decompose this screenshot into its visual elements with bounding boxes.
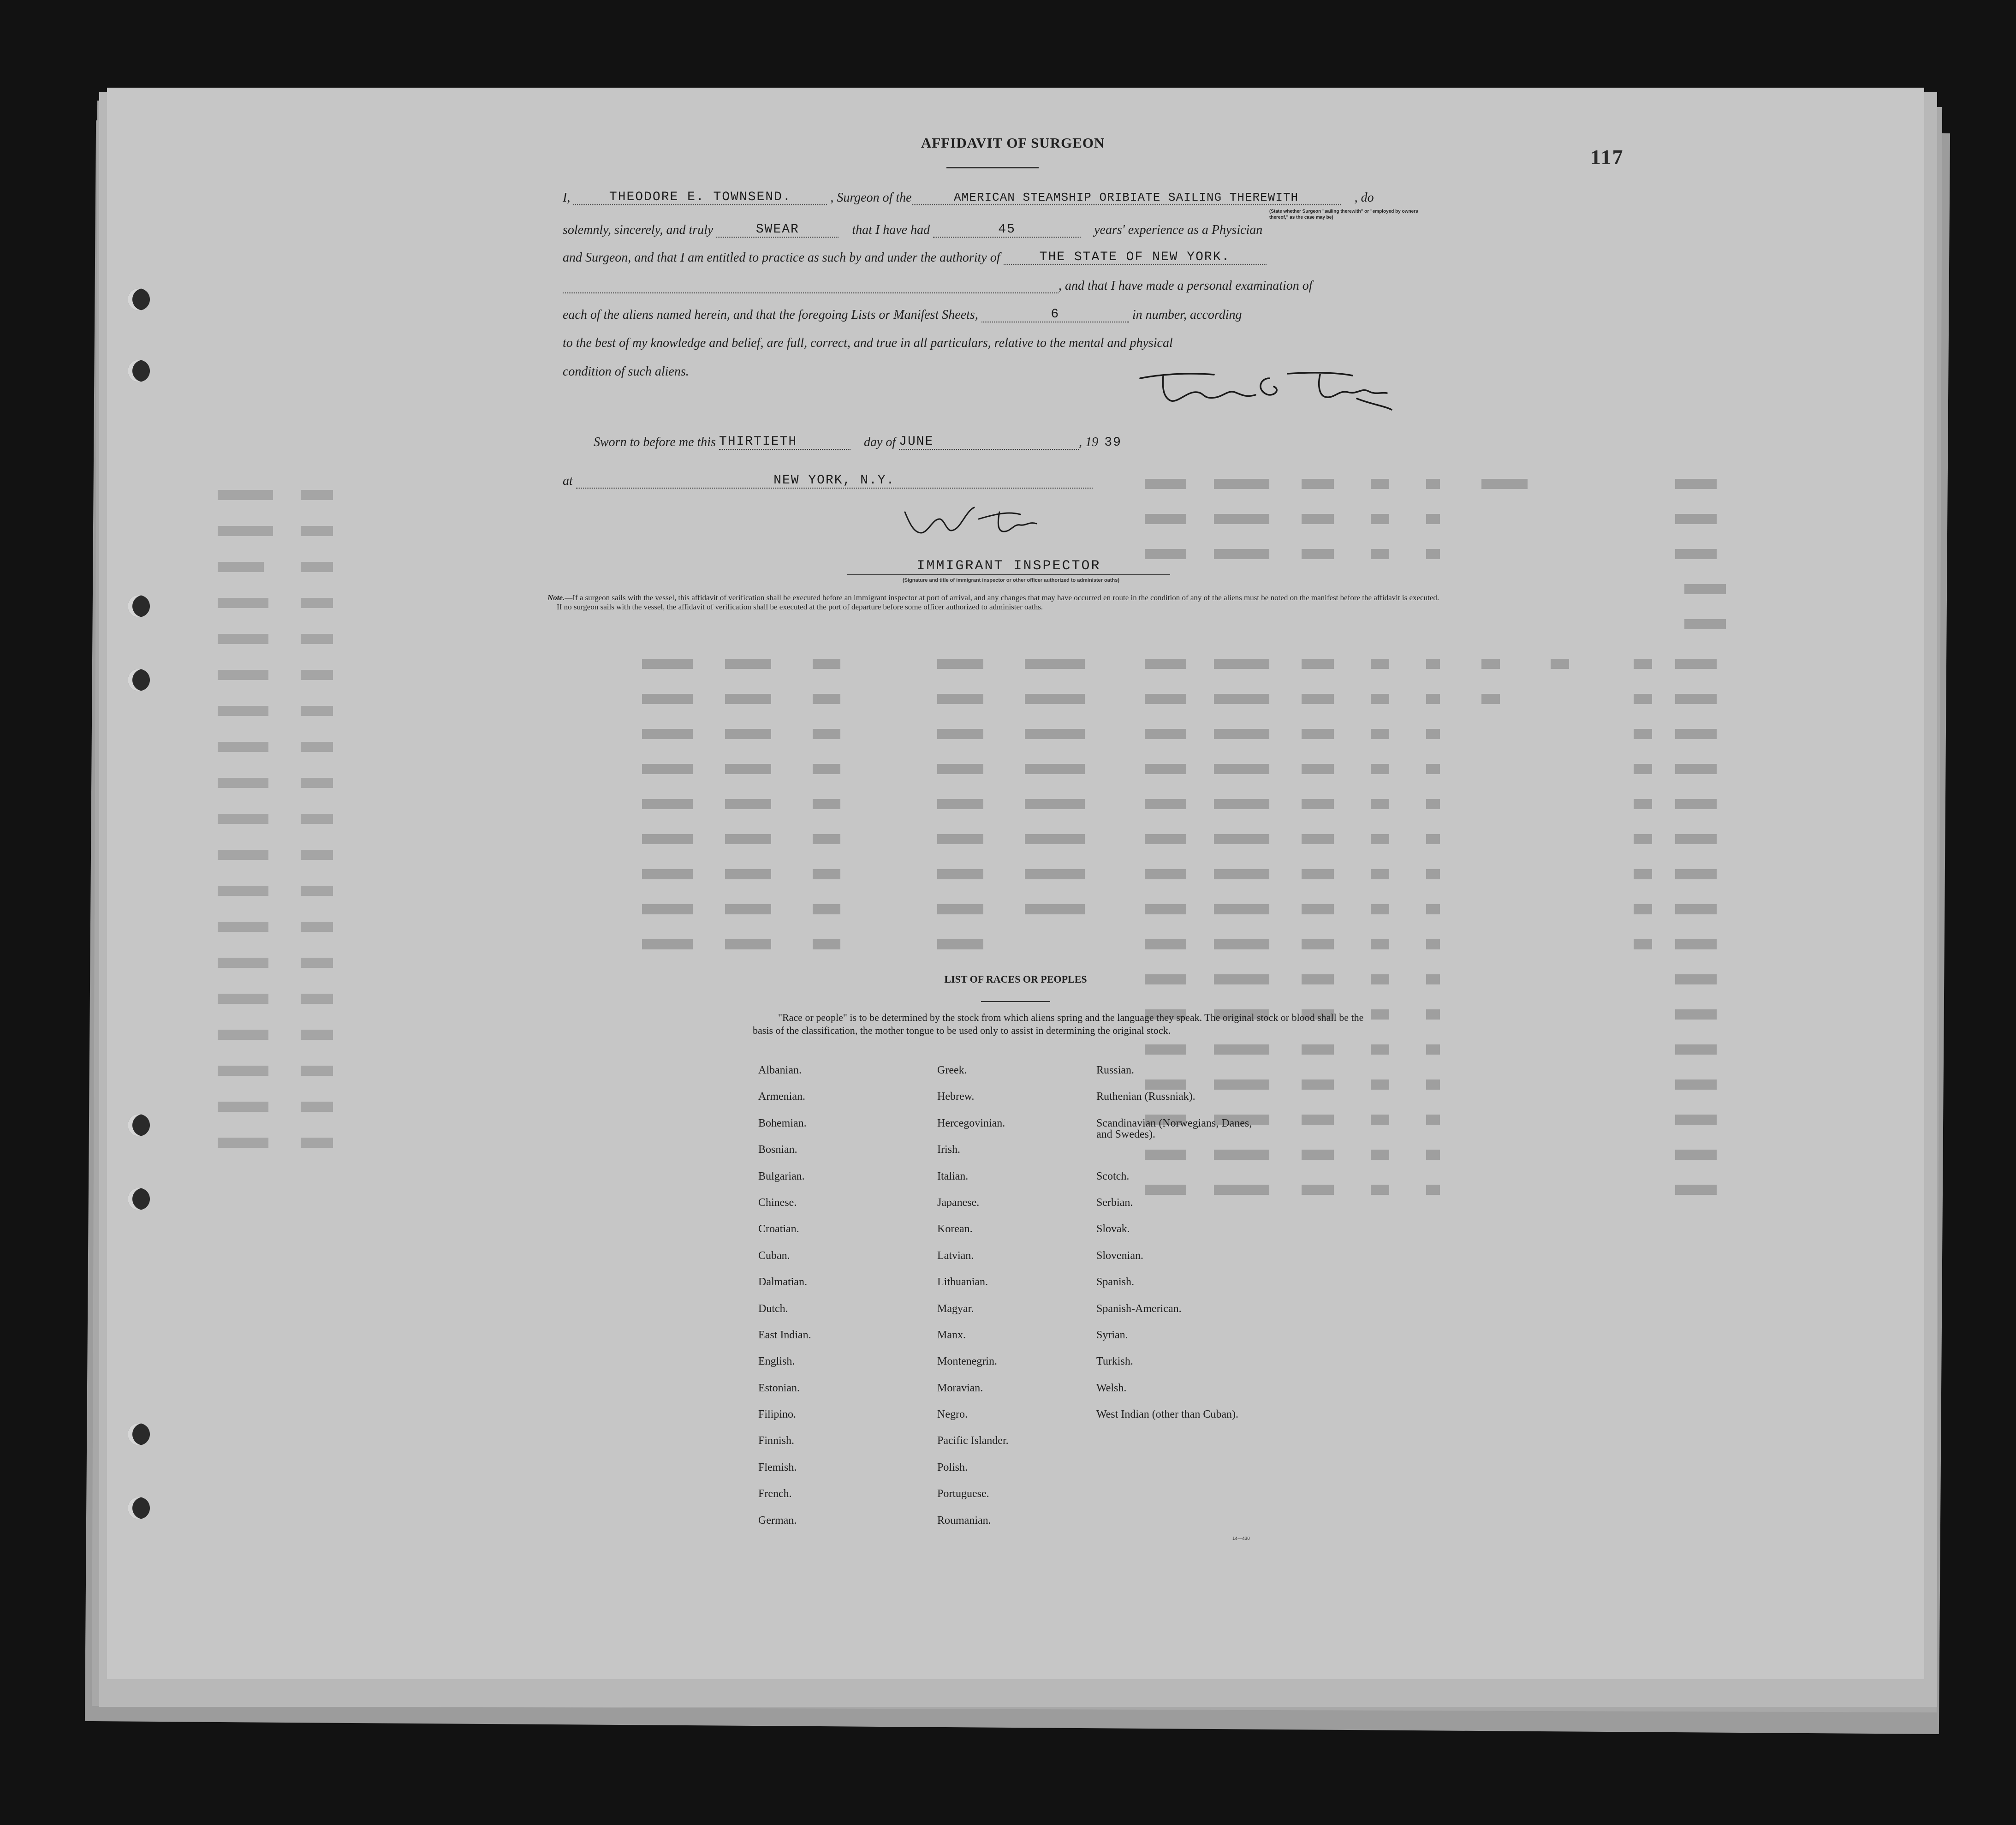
- page-number: 117: [1590, 145, 1624, 169]
- sworn-line: [594, 435, 1124, 450]
- affidavit-title: AFFIDAVIT OF SURGEON: [921, 135, 1105, 151]
- race-item: Armenian.: [758, 1091, 805, 1103]
- races-divider: [981, 1001, 1050, 1002]
- title-divider: [946, 167, 1039, 168]
- affidavit-page: [107, 88, 1924, 1679]
- race-item: Slovenian.: [1096, 1249, 1143, 1262]
- race-item: German.: [758, 1514, 797, 1527]
- affidavit-text: , do: [1354, 191, 1374, 205]
- years-field: 45: [933, 222, 1081, 238]
- race-item: Montenegrin.: [937, 1355, 997, 1368]
- note-label: Note.: [547, 593, 565, 602]
- authority-continuation-field: [563, 279, 1059, 293]
- affidavit-note: [547, 593, 1534, 612]
- affidavit-text: each of the aliens named herein, and that the foregoing Lists or Manifest Sheets,: [563, 308, 978, 322]
- race-item: Spanish-American.: [1096, 1302, 1182, 1315]
- race-item: Manx.: [937, 1329, 966, 1341]
- race-item: Moravian.: [937, 1382, 983, 1394]
- race-item: Korean.: [937, 1223, 973, 1235]
- affidavit-text: and Surgeon, and that I am entitled to practice as such by and under the authority of: [563, 250, 1000, 265]
- race-item: West Indian (other than Cuban).: [1096, 1408, 1238, 1421]
- surgeon-name-field: THEODORE E. TOWNSEND.: [573, 190, 827, 205]
- affidavit-text: years' experience as a Physician: [1094, 223, 1263, 237]
- affidavit-text: , Surgeon of the: [830, 191, 912, 205]
- race-item: Roumanian.: [937, 1514, 991, 1527]
- race-item: Bulgarian.: [758, 1170, 805, 1182]
- race-item: Filipino.: [758, 1408, 797, 1421]
- race-item: Welsh.: [1096, 1382, 1127, 1394]
- note-text: If no surgeon sails with the vessel, the affidavit of verification shall be executed at the port of departure before some officer authorized to administer oaths.: [557, 602, 1043, 611]
- race-item: Lithuanian.: [937, 1276, 988, 1288]
- inspector-signature-line: [847, 574, 1170, 575]
- race-item: Italian.: [937, 1170, 969, 1182]
- race-item: Russian.: [1096, 1064, 1135, 1076]
- sworn-day-field: THIRTIETH: [719, 435, 850, 450]
- race-item: Estonian.: [758, 1382, 800, 1394]
- affidavit-line-7: condition of such aliens.: [563, 364, 689, 379]
- affidavit-line-1: [563, 190, 1374, 205]
- race-item: Hebrew.: [937, 1091, 975, 1103]
- affidavit-line-5: [563, 307, 1242, 322]
- race-item: Magyar.: [937, 1302, 974, 1315]
- affidavit-text: I,: [563, 191, 571, 205]
- race-item: [1096, 1515, 1281, 1541]
- affidavit-text: in number, according: [1132, 308, 1242, 322]
- race-item: Serbian.: [1096, 1196, 1133, 1209]
- race-item: [1096, 1488, 1281, 1515]
- affidavit-text: at: [563, 474, 573, 488]
- affidavit-text: Sworn to before me this: [594, 435, 716, 449]
- race-item: Portuguese.: [937, 1488, 989, 1500]
- race-item: Pacific Islander.: [937, 1435, 1009, 1447]
- race-item: Greek.: [937, 1064, 967, 1076]
- race-item: Latvian.: [937, 1249, 974, 1262]
- oath-field: SWEAR: [716, 222, 839, 238]
- race-item: Flemish.: [758, 1461, 797, 1473]
- race-item: Scandinavian (Norwegians, Danes, and Swedes).: [1096, 1117, 1252, 1140]
- affidavit-text: solemnly, sincerely, and truly: [563, 223, 714, 237]
- affidavit-line-4: [563, 279, 1313, 293]
- race-item: [1096, 1435, 1281, 1461]
- at-line: [563, 473, 1093, 489]
- form-number: 14—430: [1232, 1536, 1250, 1541]
- race-item: Slovak.: [1096, 1223, 1130, 1235]
- surgeon-signature: [1136, 364, 1394, 411]
- race-item: Chinese.: [758, 1196, 797, 1209]
- race-item: Bosnian.: [758, 1144, 797, 1156]
- race-item: Negro.: [937, 1408, 968, 1421]
- sheets-count-field: 6: [981, 307, 1129, 322]
- race-item: Ruthenian (Russniak).: [1096, 1091, 1195, 1103]
- affidavit-line-3: [563, 250, 1267, 265]
- race-item: Spanish.: [1096, 1276, 1135, 1288]
- race-item: Finnish.: [758, 1435, 795, 1447]
- race-item: Japanese.: [937, 1196, 980, 1209]
- sworn-month-field: JUNE: [899, 435, 1079, 450]
- races-column-1: [758, 1065, 934, 1541]
- race-item: Bohemian.: [758, 1117, 807, 1129]
- race-item: French.: [758, 1488, 792, 1500]
- race-item: English.: [758, 1355, 795, 1368]
- inspector-signature: [896, 498, 1043, 540]
- race-item: Croatian.: [758, 1223, 799, 1235]
- race-item: Dutch.: [758, 1302, 788, 1315]
- at-place-field: NEW YORK, N.Y.: [576, 473, 1093, 489]
- races-intro: "Race or people" is to be determined by the stock from which aliens spring and the language they speak. The original stock or blood shall be the basis of the classification, the mother tongue to be used only to assist in determining the original stock.: [753, 1012, 1364, 1036]
- inspector-title: IMMIGRANT INSPECTOR: [916, 558, 1101, 574]
- race-item: Dalmatian.: [758, 1276, 807, 1288]
- race-item: Syrian.: [1096, 1329, 1128, 1341]
- race-item: Scotch.: [1096, 1170, 1130, 1182]
- races-title: LIST OF RACES OR PEOPLES: [944, 973, 1087, 985]
- race-item: Albanian.: [758, 1064, 802, 1076]
- affidavit-text: , 19: [1079, 435, 1099, 449]
- race-item: Polish.: [937, 1461, 968, 1473]
- sworn-year-field: 39: [1104, 435, 1122, 450]
- race-item: [1096, 1144, 1281, 1170]
- affidavit-line-2: [563, 222, 1262, 238]
- authority-field: THE STATE OF NEW YORK.: [1004, 250, 1267, 265]
- races-column-3: [1096, 1065, 1281, 1541]
- race-item: Turkish.: [1096, 1355, 1133, 1368]
- race-item: East Indian.: [758, 1329, 811, 1341]
- race-item: Irish.: [937, 1144, 960, 1156]
- vessel-field: AMERICAN STEAMSHIP ORIBIATE SAILING THEREWITH: [912, 191, 1341, 205]
- affidavit-text: day of: [863, 435, 896, 449]
- affidavit-text: , and that I have made a personal examination of: [1059, 279, 1313, 293]
- inspector-caption: (Signature and title of immigrant inspector or other officer authorized to administer oaths): [903, 578, 1119, 583]
- note-text: —If a surgeon sails with the vessel, this affidavit of verification shall be executed before an immigrant inspector at port of arrival, and any changes that may have occurred en route in the condition of any of the aliens must be noted on the manifest before the affidavit is executed.: [565, 593, 1439, 602]
- race-item: Hercegovinian.: [937, 1117, 1005, 1129]
- races-column-2: [937, 1065, 1112, 1541]
- affidavit-line-6: to the best of my knowledge and belief, are full, correct, and true in all particulars, relative to the mental and physical: [563, 336, 1173, 350]
- race-item: [1096, 1462, 1281, 1488]
- vessel-note: (State whether Surgeon "sailing therewith" or "employed by owners thereof," as the case may be): [1269, 209, 1418, 220]
- affidavit-text: that I have had: [852, 223, 930, 237]
- race-item: Cuban.: [758, 1249, 790, 1262]
